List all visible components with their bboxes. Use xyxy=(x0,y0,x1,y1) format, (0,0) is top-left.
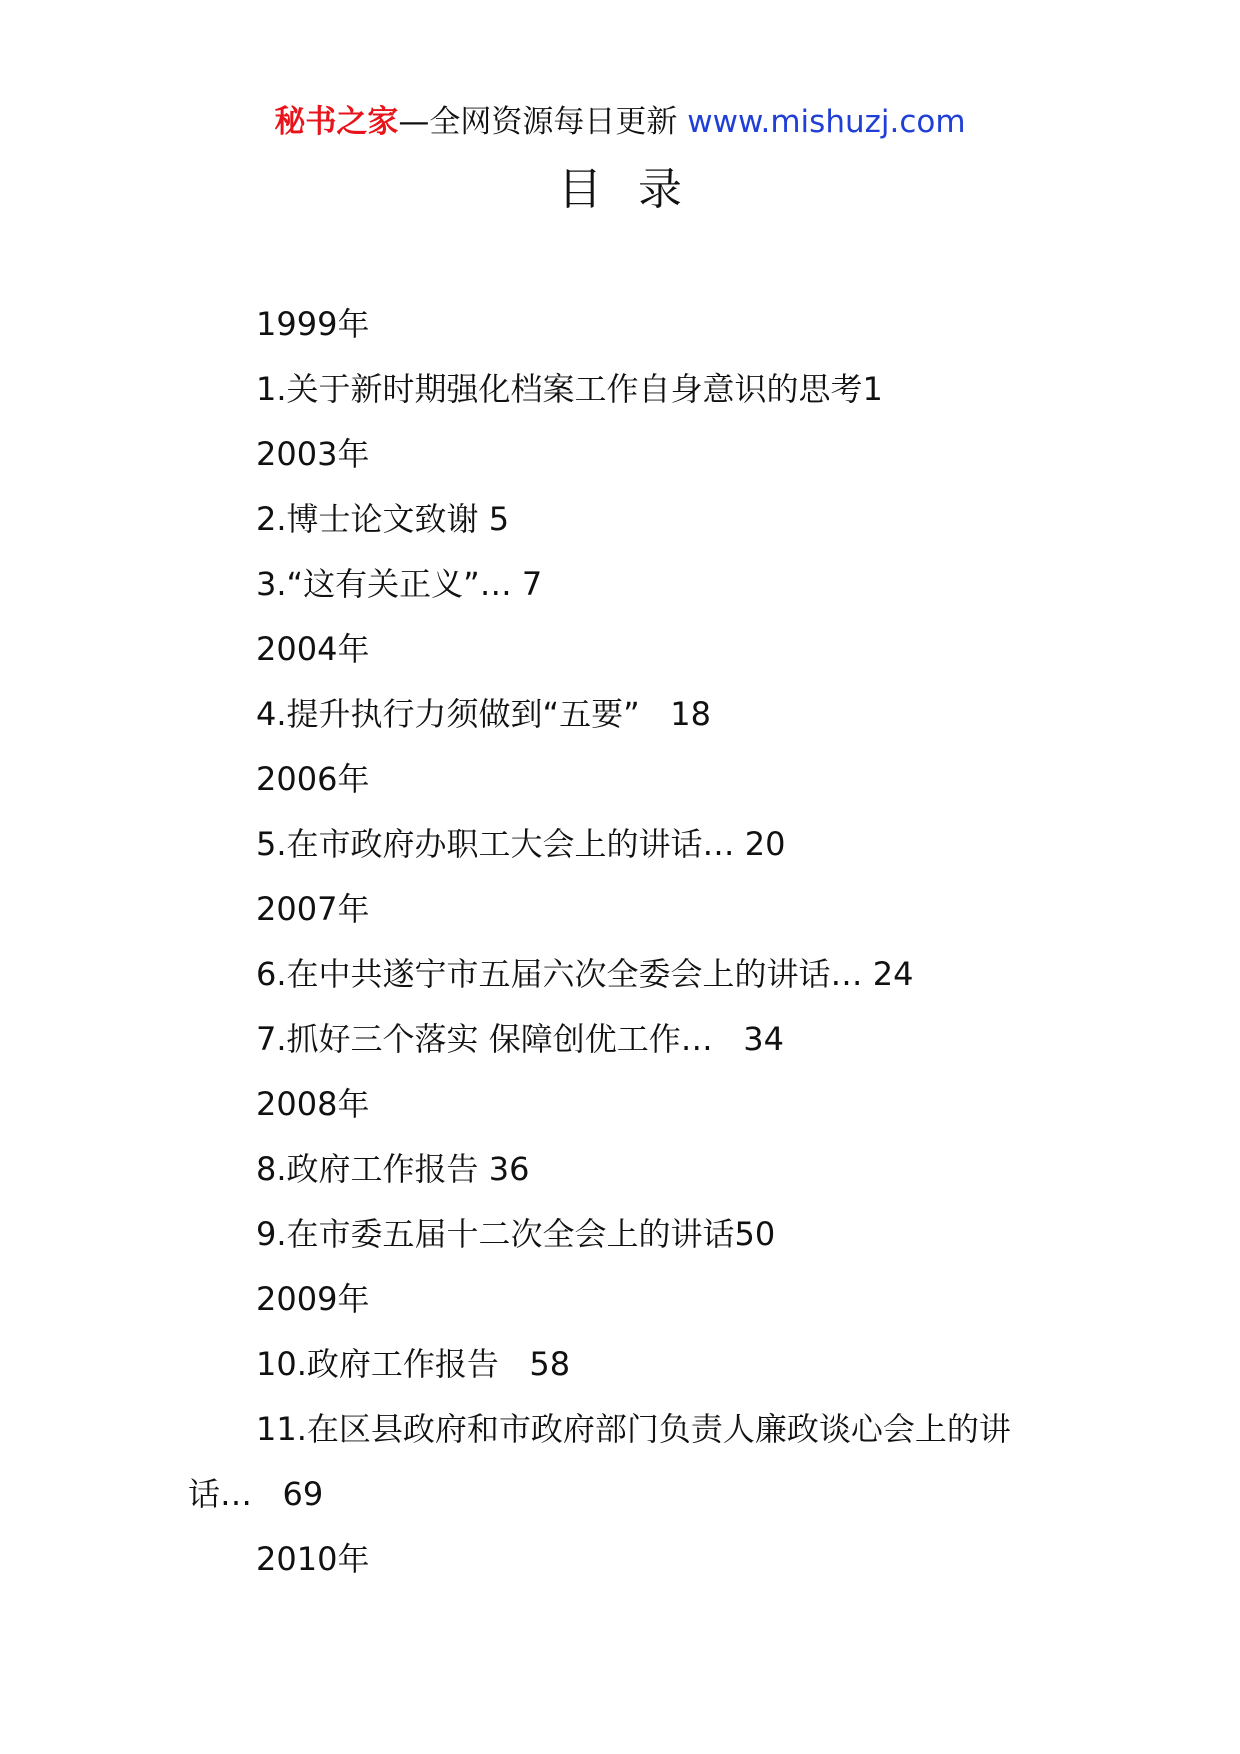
toc-year-heading: 2004年 xyxy=(256,630,370,668)
toc-year-heading: 2009年 xyxy=(256,1280,370,1318)
toc-year-heading: 2007年 xyxy=(256,890,370,928)
banner-tagline: —全网资源每日更新 xyxy=(398,104,688,140)
banner-brand: 秘书之家 xyxy=(274,104,399,140)
document-title: 目录 xyxy=(558,164,718,215)
banner-url-link[interactable]: www.mishuzj.com xyxy=(687,104,966,140)
toc-entry: 9.在市委五届十二次全会上的讲话50 xyxy=(256,1215,776,1253)
toc-year-heading: 2006年 xyxy=(256,760,370,798)
toc-entry: 6.在中共遂宁市五届六次全委会上的讲话… 24 xyxy=(256,955,914,993)
toc-entry: 5.在市政府办职工大会上的讲话… 20 xyxy=(256,825,786,863)
toc-entry: 7.抓好三个落实 保障创优工作… 34 xyxy=(256,1020,784,1058)
table-of-contents xyxy=(188,292,1068,1592)
toc-entry: 2.博士论文致谢 5 xyxy=(256,500,510,538)
toc-year-heading: 2003年 xyxy=(256,435,370,473)
site-banner xyxy=(0,100,1240,144)
toc-entry: 1.关于新时期强化档案工作自身意识的思考1 xyxy=(256,370,883,408)
toc-entry: 11.在区县政府和市政府部门负责人廉政谈心会上的讲话… 69 xyxy=(188,1410,1011,1513)
toc-entry: 3.“这有关正义”… 7 xyxy=(256,565,543,603)
toc-entry: 8.政府工作报告 36 xyxy=(256,1150,530,1188)
toc-year-heading: 2010年 xyxy=(256,1540,370,1578)
toc-year-heading: 2008年 xyxy=(256,1085,370,1123)
toc-entry: 4.提升执行力须做到“五要” 18 xyxy=(256,695,711,733)
toc-year-heading: 1999年 xyxy=(256,305,370,343)
toc-entry: 10.政府工作报告 58 xyxy=(256,1345,571,1383)
